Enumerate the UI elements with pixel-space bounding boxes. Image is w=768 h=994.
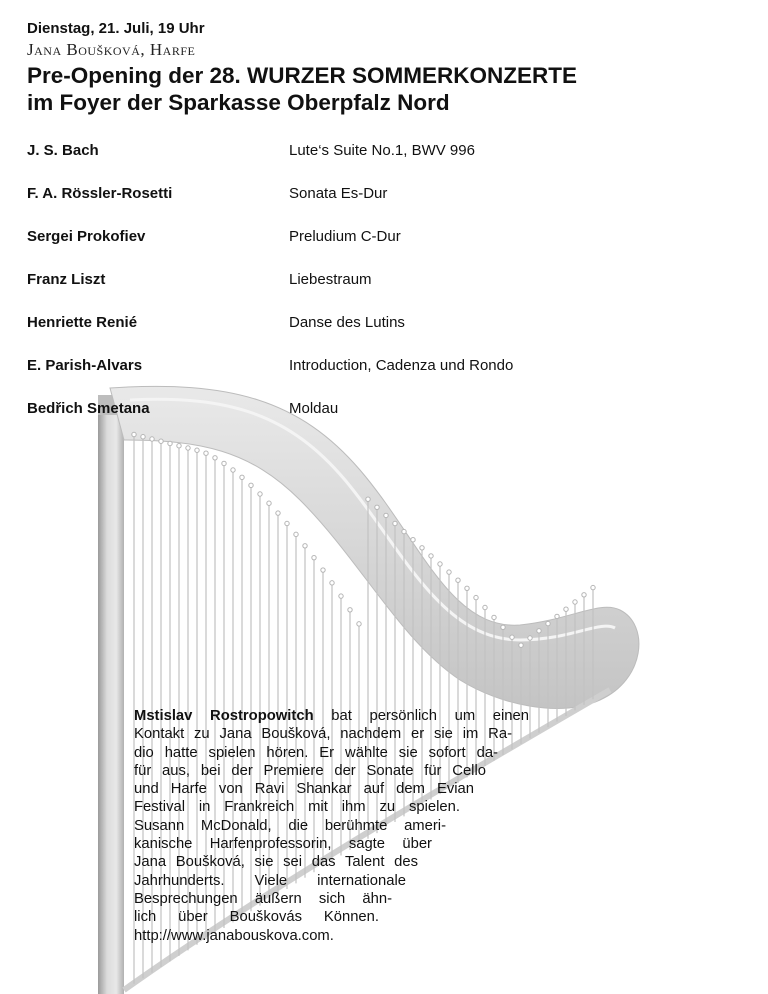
tuning-pin <box>303 544 307 548</box>
bio-line: Jahrhunderts. Viele internationale <box>134 872 406 889</box>
program-row <box>27 314 747 357</box>
tuning-pin <box>375 505 379 509</box>
program-row <box>27 228 747 271</box>
tuning-pin <box>348 608 352 612</box>
bio-line: für aus, bei der Premiere der Sonate für Cello <box>134 762 486 779</box>
tuning-pin <box>528 636 532 640</box>
work: Liebestraum <box>289 271 372 288</box>
tuning-pin <box>294 532 298 536</box>
tuning-pin <box>501 625 505 629</box>
composer: Franz Liszt <box>27 271 106 288</box>
work: Danse des Lutins <box>289 314 405 331</box>
work: Preludium C-Dur <box>289 228 401 245</box>
tuning-pin <box>546 621 550 625</box>
tuning-pin <box>384 513 388 517</box>
tuning-pin <box>177 444 181 448</box>
program-row <box>27 400 747 443</box>
tuning-pin <box>402 529 406 533</box>
bio-line: Kontakt zu Jana Boušková, nachdem er sie im Ra- <box>134 726 512 743</box>
tuning-pin <box>519 643 523 647</box>
program-row <box>27 185 747 228</box>
tuning-pin <box>456 578 460 582</box>
tuning-pin <box>564 607 568 611</box>
bio-line: http://www.janabouskova.com. <box>134 927 334 944</box>
program-row <box>27 142 747 185</box>
tuning-pin <box>393 521 397 525</box>
concert-date: Dienstag, 21. Juli, 19 Uhr <box>27 20 205 37</box>
composer: E. Parish-Alvars <box>27 357 143 374</box>
bio-line: und Harfe von Ravi Shankar auf dem Evian <box>134 781 474 798</box>
bio-name: Mstislav Rostropowitch <box>134 708 314 724</box>
work: Sonata Es-Dur <box>289 185 388 202</box>
tuning-pin <box>582 593 586 597</box>
tuning-pin <box>285 521 289 525</box>
bio-line-1-rest: bat persönlich um einen <box>313 708 529 724</box>
biography-text <box>134 707 529 945</box>
tuning-pin <box>447 570 451 574</box>
tuning-pin <box>510 635 514 639</box>
tuning-pin <box>474 595 478 599</box>
tuning-pin <box>483 605 487 609</box>
composer: Bedřich Smetana <box>27 400 150 417</box>
work: Lute‘s Suite No.1, BWV 996 <box>289 142 475 159</box>
tuning-pin <box>366 497 370 501</box>
bio-line: Besprechungen äußern sich ähn- <box>134 890 392 907</box>
tuning-pin <box>492 615 496 619</box>
tuning-pin <box>213 456 217 460</box>
harp-column <box>98 395 124 994</box>
tuning-pin <box>339 594 343 598</box>
tuning-pin <box>240 475 244 479</box>
program-list <box>27 142 747 443</box>
tuning-pin <box>249 483 253 487</box>
bio-line <box>134 707 529 725</box>
tuning-pin <box>321 568 325 572</box>
program-row <box>27 357 747 400</box>
tuning-pin <box>465 586 469 590</box>
title-line-1: Pre-Opening der 28. WURZER SOMMERKONZERTE <box>27 63 578 88</box>
tuning-pin <box>195 448 199 452</box>
tuning-pin <box>537 629 541 633</box>
bio-line: lich über Bouškovás Können. <box>134 909 379 926</box>
program-row <box>27 271 747 314</box>
tuning-pin <box>330 581 334 585</box>
tuning-pin <box>411 538 415 542</box>
bio-line: kanische Harfenprofessorin, sagte über <box>134 836 432 853</box>
bio-line: Susann McDonald, die berühmte ameri- <box>134 817 446 834</box>
tuning-pin <box>438 562 442 566</box>
page-title <box>27 62 747 116</box>
tuning-pin <box>267 501 271 505</box>
tuning-pin <box>312 555 316 559</box>
tuning-pin <box>357 622 361 626</box>
work: Moldau <box>289 400 339 417</box>
title-line-2: im Foyer der Sparkasse Oberpfalz Nord <box>27 90 450 115</box>
bio-line: Jana Boušková, sie sei das Talent des <box>134 854 418 871</box>
tuning-pin <box>573 600 577 604</box>
tuning-pin <box>258 492 262 496</box>
composer: F. A. Rössler-Rosetti <box>27 185 173 202</box>
tuning-pin <box>276 511 280 515</box>
bio-line: Festival in Frankreich mit ihm zu spielen. <box>134 799 460 816</box>
tuning-pin <box>231 468 235 472</box>
tuning-pin <box>222 461 226 465</box>
tuning-pin <box>420 546 424 550</box>
performer-name: Jana Boušková, Harfe <box>27 40 196 59</box>
composer: Henriette Renié <box>27 314 138 331</box>
work: Introduction, Cadenza und Rondo <box>289 357 514 374</box>
tuning-pin <box>555 614 559 618</box>
tuning-pin <box>204 451 208 455</box>
composer: Sergei Prokofiev <box>27 228 146 245</box>
tuning-pin <box>186 446 190 450</box>
tuning-pin <box>429 554 433 558</box>
tuning-pin <box>591 585 595 589</box>
bio-line: dio hatte spielen hören. Er wählte sie sofort da- <box>134 744 498 761</box>
composer: J. S. Bach <box>27 142 99 159</box>
